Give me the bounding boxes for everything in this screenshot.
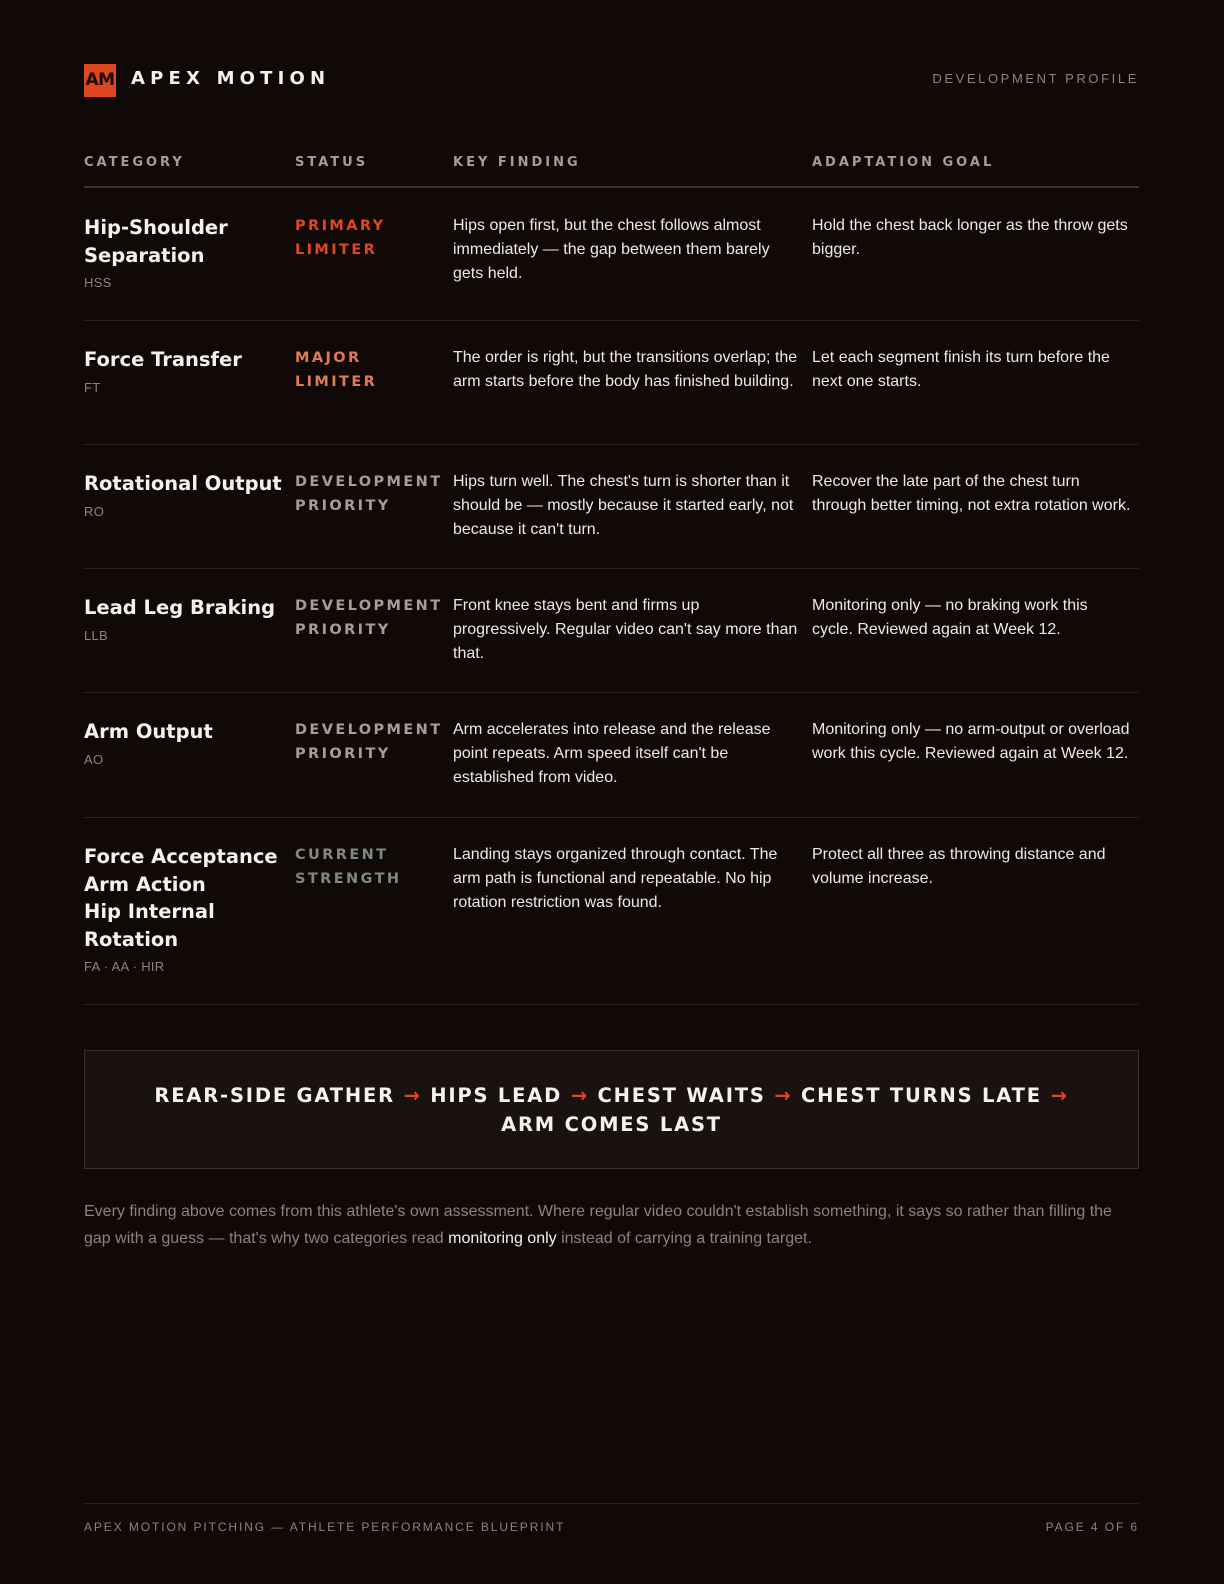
category-name-line: Rotation <box>84 927 179 951</box>
chain-step: HIPS LEAD <box>430 1084 563 1107</box>
key-finding: Hips open first, but the chest follows almost immediately — the gap between them barely gets held. <box>453 217 770 282</box>
table-row <box>84 188 1139 321</box>
status-line: PRIORITY <box>295 622 391 638</box>
methodology-note <box>84 1198 1139 1252</box>
status-line: STRENGTH <box>295 871 402 887</box>
brand-logo: AM <box>84 64 116 97</box>
status-badge <box>295 470 443 518</box>
status-line: DEVELOPMENT <box>295 722 443 738</box>
adaptation-goal: Let each segment finish its turn before the next one starts. <box>812 349 1110 390</box>
category-cell <box>84 843 284 974</box>
adaptation-goal: Protect all three as throwing distance and volume increase. <box>812 846 1106 887</box>
category-abbreviation: LLB <box>84 627 109 643</box>
column-header-status: STATUS <box>295 155 369 170</box>
category-name-line: Hip Internal <box>84 900 215 923</box>
category-name-line: Arm Action <box>84 872 206 896</box>
column-header-adaptation-goal: ADAPTATION GOAL <box>812 155 995 170</box>
movement-chain-box <box>84 1050 1139 1169</box>
category-cell <box>84 214 284 290</box>
arrow-right-icon: → <box>403 1084 431 1107</box>
category-abbreviation: FT <box>84 379 101 395</box>
status-badge <box>295 346 435 394</box>
page-footer <box>84 1503 1139 1534</box>
status-line: PRIORITY <box>295 746 391 762</box>
status-line: MAJOR <box>295 350 362 366</box>
page-header <box>84 64 1139 98</box>
key-finding: Landing stays organized through contact. The arm path is functional and repeatable. No hip rotation restriction was found. <box>453 846 778 911</box>
category-name <box>84 594 284 622</box>
note-highlight: monitoring only <box>448 1230 557 1247</box>
category-name <box>84 346 284 374</box>
status-badge <box>295 214 435 262</box>
arrow-right-icon: → <box>570 1084 598 1107</box>
category-abbreviation: AO <box>84 751 104 767</box>
category-cell <box>84 594 284 643</box>
brand-name: APEX MOTION <box>131 68 331 89</box>
category-cell <box>84 346 284 395</box>
adaptation-goal: Monitoring only — no arm-output or overload work this cycle. Reviewed again at Week 12. <box>812 721 1130 762</box>
key-finding: Arm accelerates into release and the release point repeats. Arm speed itself can't be established from video. <box>453 721 771 786</box>
key-finding: Hips turn well. The chest's turn is shorter than it should be — mostly because it started early, not because it can't turn. <box>453 473 794 538</box>
profile-page <box>84 0 1139 1584</box>
chain-step: ARM COMES LAST <box>501 1113 722 1136</box>
category-abbreviation: RO <box>84 503 105 519</box>
arrow-right-icon: → <box>1050 1084 1069 1107</box>
note-text: instead of carrying a training target. <box>556 1230 812 1247</box>
status-line: PRIORITY <box>295 498 391 514</box>
chain-step: CHEST WAITS <box>597 1084 766 1107</box>
footer-document-title: APEX MOTION PITCHING — ATHLETE PERFORMANCE BLUEPRINT <box>84 1520 566 1534</box>
category-name <box>84 718 284 746</box>
status-line: LIMITER <box>295 242 378 258</box>
adaptation-goal: Hold the chest back longer as the throw gets bigger. <box>812 217 1128 258</box>
category-name-line: Hip-Shoulder <box>84 216 228 239</box>
page-number: PAGE 4 OF 6 <box>1045 1520 1139 1534</box>
status-line: DEVELOPMENT <box>295 474 443 490</box>
category-name-line: Force Transfer <box>84 348 242 371</box>
category-name <box>84 470 284 498</box>
status-line: CURRENT <box>295 847 389 863</box>
key-finding: The order is right, but the transitions overlap; the arm starts before the body has finished building. <box>453 349 798 390</box>
column-header-key-finding: KEY FINDING <box>453 155 581 170</box>
category-name <box>84 214 284 269</box>
table-row <box>84 444 1139 569</box>
category-cell <box>84 718 284 767</box>
note-text: Every finding above comes from this athlete's own assessment. Where regular video couldn't establish something, it says so rather than filling the gap with a guess — that's why two categories read <box>84 1203 1112 1247</box>
arrow-right-icon: → <box>774 1084 802 1107</box>
adaptation-goal: Monitoring only — no braking work this cycle. Reviewed again at Week 12. <box>812 597 1088 638</box>
status-badge <box>295 843 435 891</box>
table-row <box>84 568 1139 693</box>
category-abbreviation: HSS <box>84 275 112 290</box>
category-cell <box>84 470 284 519</box>
adaptation-goal: Recover the late part of the chest turn through better timing, not extra rotation work. <box>812 473 1131 514</box>
movement-chain <box>125 1081 1098 1139</box>
table-row <box>84 320 1139 445</box>
key-finding: Front knee stays bent and firms up progressively. Regular video can't say more than that. <box>453 597 798 662</box>
status-line: PRIMARY <box>295 218 386 234</box>
column-header-category: CATEGORY <box>84 155 185 170</box>
status-badge <box>295 718 443 766</box>
table-header <box>84 154 1139 188</box>
chain-step: REAR-SIDE GATHER <box>154 1084 395 1107</box>
chain-step: CHEST TURNS LATE <box>801 1084 1042 1107</box>
status-badge <box>295 594 443 642</box>
table-row <box>84 817 1139 1005</box>
category-name <box>84 843 284 953</box>
category-name-line: Separation <box>84 243 205 267</box>
category-name-line: Arm Output <box>84 720 213 743</box>
table-row <box>84 692 1139 818</box>
document-type-label: DEVELOPMENT PROFILE <box>932 71 1139 86</box>
category-abbreviation: FA · AA · HIR <box>84 959 165 974</box>
category-name-line: Force Acceptance <box>84 845 278 868</box>
status-line: LIMITER <box>295 374 378 390</box>
status-line: DEVELOPMENT <box>295 598 443 614</box>
category-name-line: Lead Leg Braking <box>84 596 276 619</box>
category-name-line: Rotational Output <box>84 472 282 495</box>
